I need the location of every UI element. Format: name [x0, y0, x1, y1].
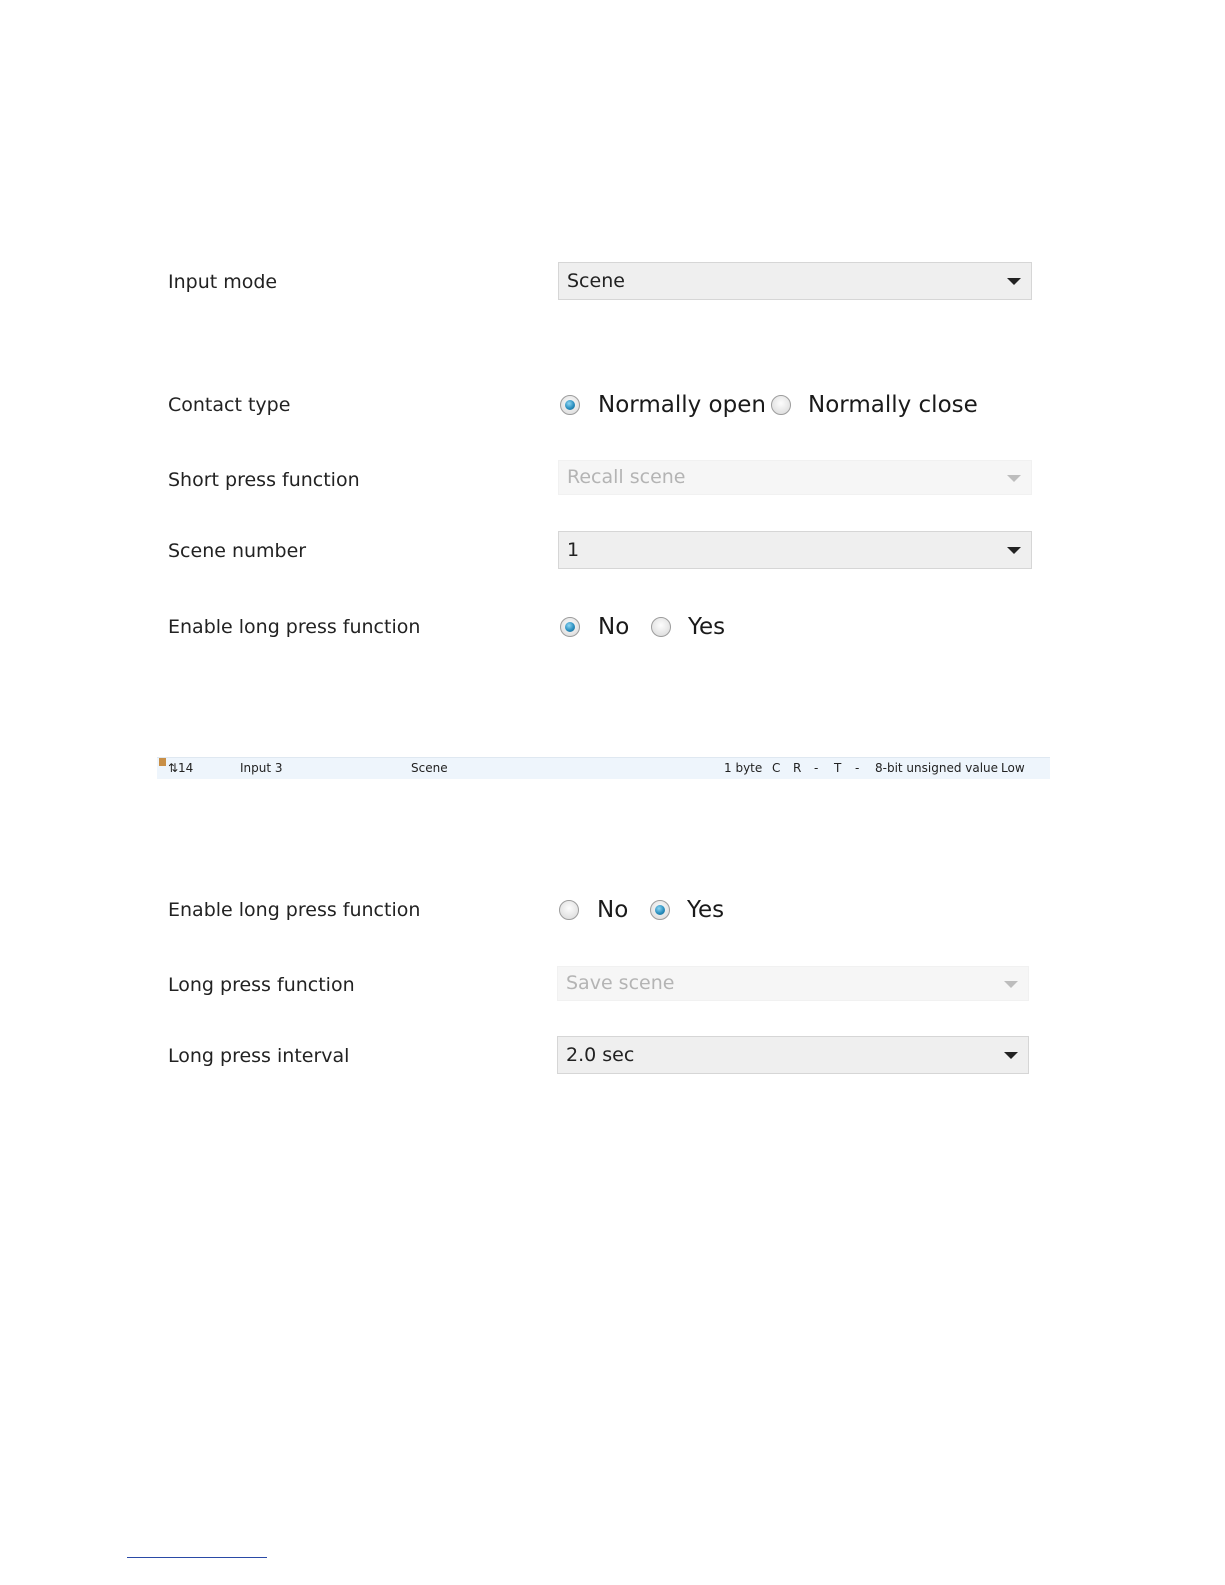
chevron-down-icon [1004, 981, 1018, 988]
radio-normally-open[interactable] [560, 395, 580, 415]
long-press-function-label: Long press function [168, 974, 355, 996]
radio-label-no[interactable]: No [598, 614, 630, 640]
scene-number-dropdown[interactable] [558, 531, 1032, 569]
input-mode-dropdown[interactable] [558, 262, 1032, 300]
radio-yes-2[interactable] [650, 900, 670, 920]
chevron-down-icon [1007, 475, 1021, 482]
radio-label-no-2[interactable]: No [597, 897, 629, 923]
contact-type-radio-group [560, 391, 980, 421]
chevron-down-icon [1007, 278, 1021, 285]
long-press-function-dropdown [557, 966, 1029, 1001]
radio-label-normally-open[interactable]: Normally open [598, 392, 766, 418]
flag-communication: C [772, 761, 781, 775]
input-mode-value: Scene [567, 270, 625, 292]
radio-label-yes[interactable]: Yes [688, 614, 726, 640]
scene-number-label: Scene number [168, 540, 307, 562]
object-priority: Low [1001, 761, 1025, 775]
bidirectional-arrow-icon: ⇅ [168, 761, 179, 775]
short-press-function-dropdown [558, 460, 1032, 495]
object-name: Input 3 [240, 761, 283, 775]
group-object-row[interactable] [157, 757, 1050, 779]
object-datatype: 8-bit unsigned value [875, 761, 999, 775]
long-press-interval-dropdown[interactable] [557, 1036, 1029, 1074]
scene-number-value: 1 [567, 539, 580, 561]
input-mode-label: Input mode [168, 271, 278, 293]
flag-transmit: T [834, 761, 842, 775]
short-press-function-value: Recall scene [567, 466, 686, 488]
enable-long-press-label: Enable long press function [168, 616, 421, 638]
chevron-down-icon [1007, 547, 1021, 554]
flag-read: R [793, 761, 802, 775]
long-press-interval-value: 2.0 sec [566, 1044, 635, 1066]
radio-no-2[interactable] [559, 900, 579, 920]
object-length: 1 byte [724, 761, 763, 775]
short-press-function-label: Short press function [168, 469, 360, 491]
radio-yes[interactable] [651, 617, 671, 637]
chevron-down-icon [1004, 1052, 1018, 1059]
enable-long-press-label-2: Enable long press function [168, 899, 421, 921]
radio-no[interactable] [560, 617, 580, 637]
group-object-icon [159, 758, 166, 766]
radio-label-yes-2[interactable]: Yes [687, 897, 725, 923]
radio-label-normally-close[interactable]: Normally close [808, 392, 978, 418]
enable-long-press-radio-group [560, 613, 760, 643]
flag-write: - [814, 761, 819, 775]
object-number: 14 [178, 761, 194, 775]
radio-normally-close[interactable] [771, 395, 791, 415]
footnote-divider [127, 1557, 267, 1558]
contact-type-label: Contact type [168, 394, 291, 416]
flag-update: - [855, 761, 860, 775]
enable-long-press-radio-group-2 [559, 896, 759, 926]
long-press-interval-label: Long press interval [168, 1045, 350, 1067]
long-press-function-value: Save scene [566, 972, 675, 994]
object-function: Scene [411, 761, 448, 775]
